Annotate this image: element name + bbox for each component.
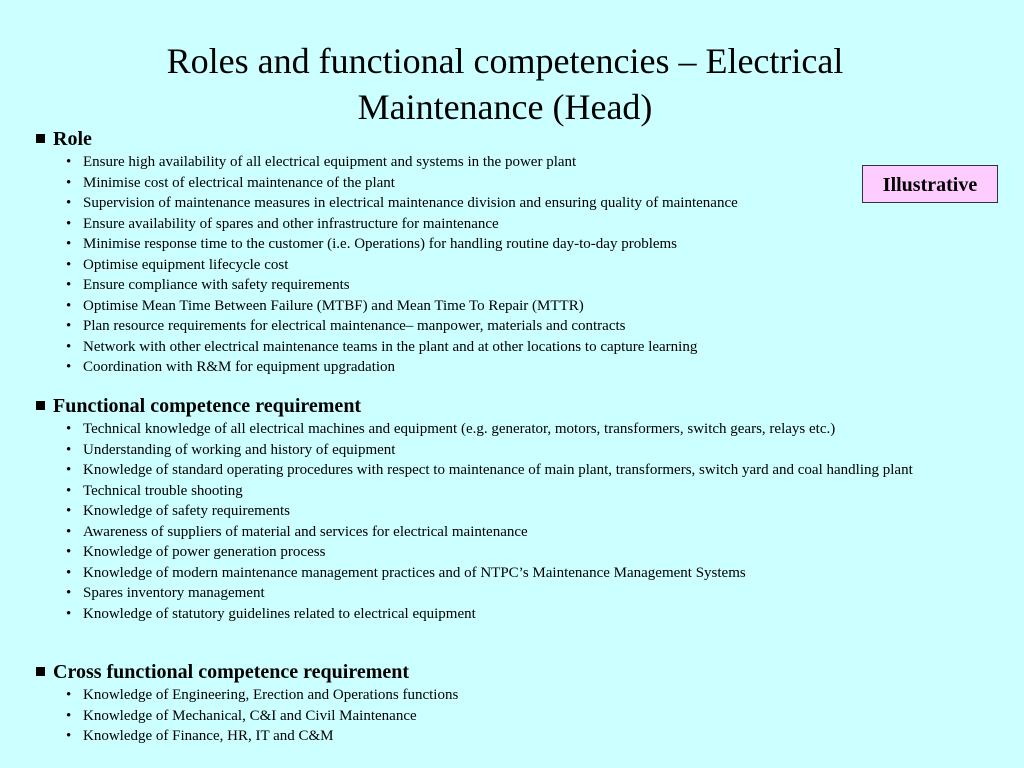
bullet-dot-icon: • [66,544,72,560]
list-item-text: Knowledge of safety requirements [83,503,291,519]
list-item-text: Ensure high availability of all electrical equipment and systems in the power plant [83,154,577,170]
list-item [66,604,956,625]
list-item-text: Knowledge of Engineering, Erection and Operations functions [83,687,459,703]
bullet-dot-icon: • [66,687,72,703]
list-item [66,275,956,296]
cross-functional-competence-list [66,685,956,747]
functional-competence-list [66,419,956,624]
bullet-dot-icon: • [66,174,72,191]
list-item-text: Optimise Mean Time Between Failure (MTBF) and Mean Time To Repair (MTTR) [83,297,584,314]
list-item [66,522,956,543]
square-bullet-icon [36,134,45,143]
list-item-text: Knowledge of power generation process [83,544,326,560]
list-item-text: Plan resource requirements for electrical maintenance– manpower, materials and contracts [83,318,626,334]
bullet-dot-icon: • [66,523,72,540]
list-item-text: Spares inventory management [83,585,265,601]
list-item-text: Technical knowledge of all electrical machines and equipment (e.g. generator, motors, transformers, switch gears, relays etc.) [83,421,836,437]
list-item [66,706,956,727]
role-list [66,152,956,378]
slide-title-line-2: Maintenance (Head) [357,87,653,127]
bullet-dot-icon: • [66,359,72,375]
list-item-text: Network with other electrical maintenance teams in the plant and at other locations to capture learning [83,338,698,355]
slide-title [0,38,1010,130]
bullet-dot-icon: • [66,318,72,334]
list-item-text: Knowledge of standard operating procedures with respect to maintenance of main plant, transformers, switch yard and coal handling plant [83,462,913,478]
square-bullet-icon [36,401,45,410]
list-item-text: Coordination with R&M for equipment upgradation [83,359,396,375]
bullet-dot-icon: • [66,154,72,170]
bullet-dot-icon: • [66,297,72,314]
bullet-dot-icon: • [66,256,72,273]
bullet-dot-icon: • [66,585,72,601]
list-item-text: Ensure compliance with safety requirements [83,277,350,293]
section-heading-functional-competence [36,394,361,418]
list-item-text: Awareness of suppliers of material and services for electrical maintenance [83,523,528,540]
bullet-dot-icon: • [66,728,72,744]
list-item [66,316,956,337]
bullet-dot-icon: • [66,707,72,724]
bullet-dot-icon: • [66,482,72,499]
list-item-text: Knowledge of modern maintenance management practices and of NTPC’s Maintenance Management Systems [83,564,746,581]
list-item [66,255,956,276]
list-item-text: Ensure availability of spares and other infrastructure for maintenance [83,215,499,232]
list-item [66,460,956,481]
list-item [66,357,956,378]
list-item [66,193,956,214]
list-item [66,419,956,440]
list-item-text: Technical trouble shooting [83,482,243,499]
section-heading-role [36,127,92,151]
bullet-dot-icon: • [66,564,72,581]
list-item [66,440,956,461]
bullet-dot-icon: • [66,441,72,458]
bullet-dot-icon: • [66,462,72,478]
list-item [66,337,956,358]
bullet-dot-icon: • [66,277,72,293]
illustrative-badge: Illustrative [862,165,998,203]
list-item [66,234,956,255]
bullet-dot-icon: • [66,195,72,211]
bullet-dot-icon: • [66,338,72,355]
list-item-text: Knowledge of Finance, HR, IT and C&M [83,728,334,744]
list-item [66,563,956,584]
list-item-text: Understanding of working and history of equipment [83,441,396,458]
section-heading-text: Functional competence requirement [53,395,362,417]
list-item-text: Knowledge of statutory guidelines related to electrical equipment [83,605,476,622]
list-item [66,726,956,747]
list-item [66,542,956,563]
list-item [66,481,956,502]
list-item-text: Knowledge of Mechanical, C&I and Civil Maintenance [83,707,417,724]
list-item-text: Minimise response time to the customer (i.e. Operations) for handling routine day-to-day problems [83,236,678,252]
list-item [66,296,956,317]
list-item-text: Optimise equipment lifecycle cost [83,256,289,273]
list-item [66,173,956,194]
section-heading-text: Role [53,128,92,150]
bullet-dot-icon: • [66,236,72,252]
bullet-dot-icon: • [66,605,72,622]
list-item [66,685,956,706]
list-item [66,501,956,522]
section-heading-text: Cross functional competence requirement [53,661,410,683]
slide-title-line-1: Roles and functional competencies – Electrical [166,41,844,81]
bullet-dot-icon: • [66,421,72,437]
list-item [66,152,956,173]
square-bullet-icon [36,667,45,676]
list-item [66,214,956,235]
list-item-text: Minimise cost of electrical maintenance of the plant [83,174,395,191]
bullet-dot-icon: • [66,215,72,232]
section-heading-cross-functional-competence [36,660,409,684]
list-item-text: Supervision of maintenance measures in electrical maintenance division and ensuring quality of maintenance [83,195,738,211]
bullet-dot-icon: • [66,503,72,519]
list-item [66,583,956,604]
